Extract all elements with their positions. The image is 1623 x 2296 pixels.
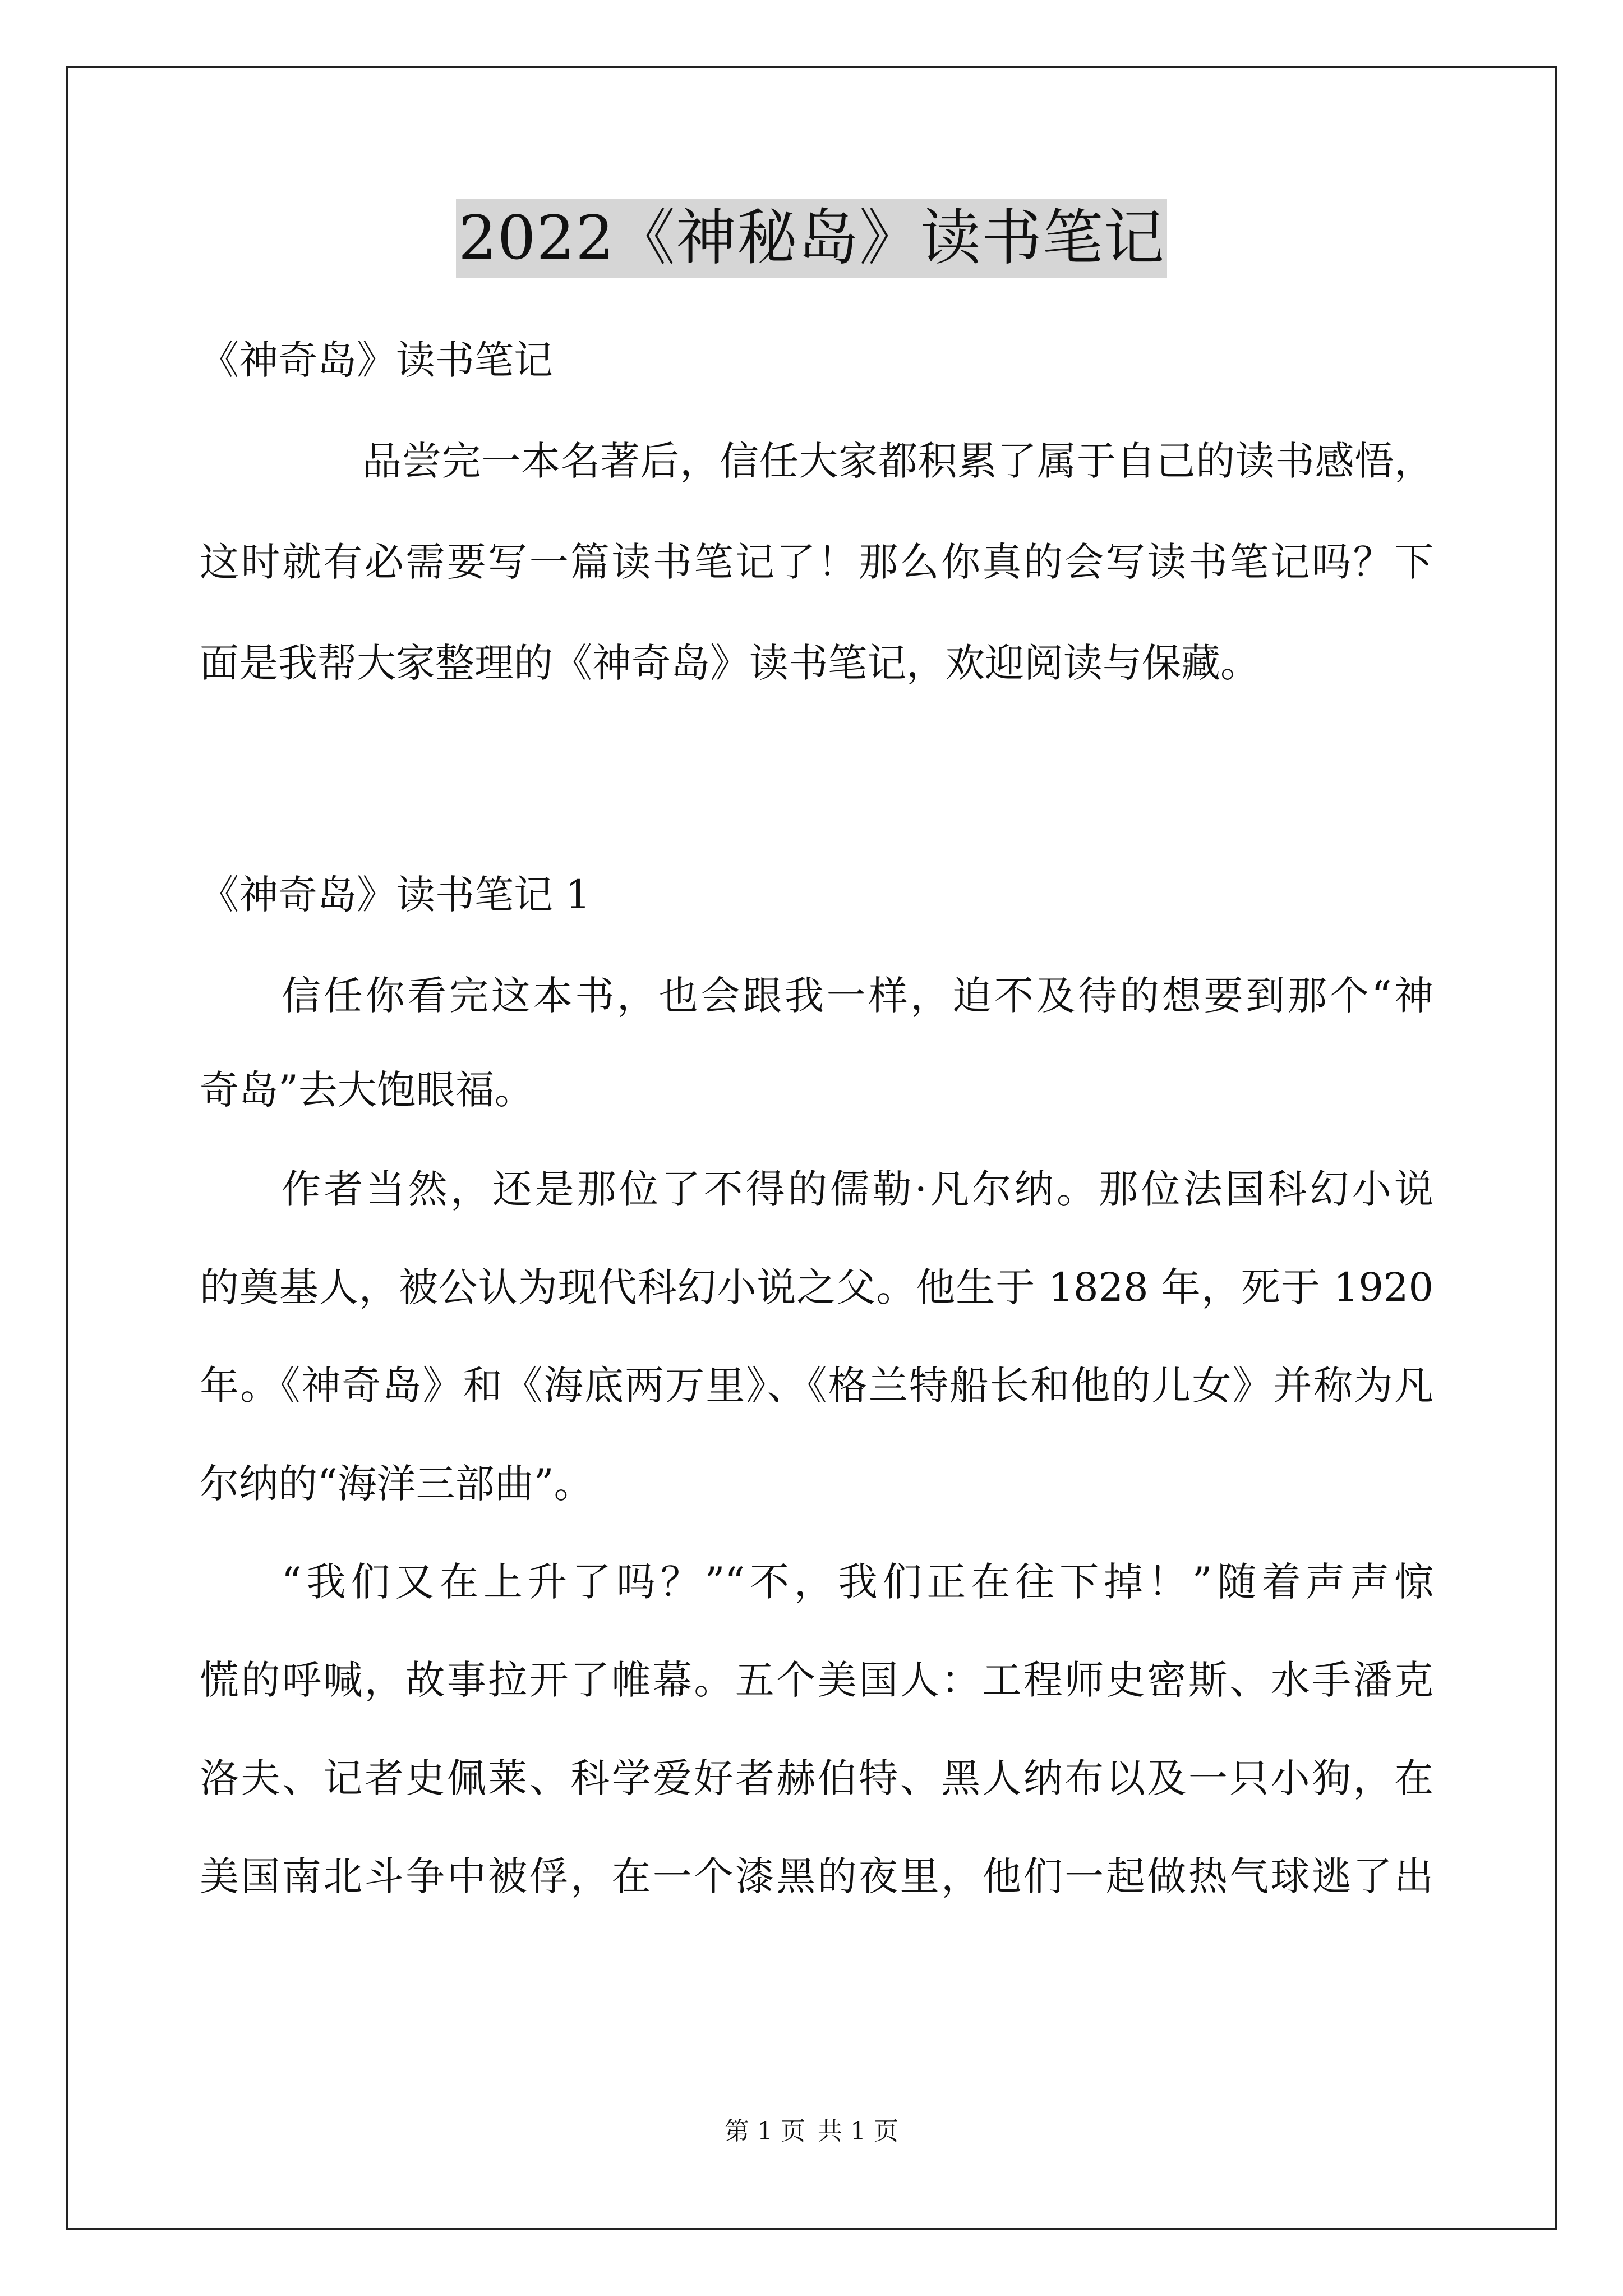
p3-line-2: 慌的呼喊，故事拉开了帷幕。五个美国人：工程师史密斯、水手潘克 (200, 1657, 1433, 1703)
p3-line-4: 美国南北斗争中被俘，在一个漆黑的夜里，他们一起做热气球逃了出 (200, 1853, 1433, 1899)
section1-heading: 《神奇岛》读书笔记 1 (200, 872, 591, 918)
p2-line-3: 年。《神奇岛》和《海底两万里》、《格兰特船长和他的儿女》并称为凡 (200, 1363, 1433, 1409)
intro-line-1: 品尝完一本名著后，信任大家都积累了属于自己的读书感悟， (362, 438, 1433, 484)
intro-line-2: 这时就有必需要写一篇读书笔记了！那么你真的会写读书笔记吗？下 (200, 539, 1433, 585)
page-number: 第 1 页 (725, 2117, 805, 2146)
intro-heading: 《神奇岛》读书笔记 (200, 337, 553, 383)
p2-line-2: 的奠基人，被公认为现代科幻小说之父。他生于 1828 年，死于 1920 (200, 1264, 1433, 1310)
intro-line-3: 面是我帮大家整理的《神奇岛》读书笔记，欢迎阅读与保藏。 (200, 640, 1260, 686)
page-footer (0, 2115, 1623, 2148)
p3-line-1: “我们又在上升了吗？”“不，我们正在往下掉！”随着声声惊 (282, 1559, 1433, 1605)
page-border (66, 66, 1557, 2230)
p3-line-3: 洛夫、记者史佩莱、科学爱好者赫伯特、黑人纳布以及一只小狗，在 (200, 1755, 1433, 1801)
p1-line-2: 奇岛”去大饱眼福。 (200, 1067, 534, 1113)
p2-line-1: 作者当然，还是那位了不得的儒勒·凡尔纳。那位法国科幻小说 (282, 1166, 1433, 1212)
p1-line-1: 信任你看完这本书，也会跟我一样，迫不及待的想要到那个“神 (282, 973, 1433, 1019)
document-title: 2022《神秘岛》读书笔记 (456, 199, 1167, 278)
title-container (0, 199, 1623, 278)
page-total: 共 1 页 (818, 2117, 898, 2146)
p2-line-4: 尔纳的“海洋三部曲”。 (200, 1461, 593, 1507)
